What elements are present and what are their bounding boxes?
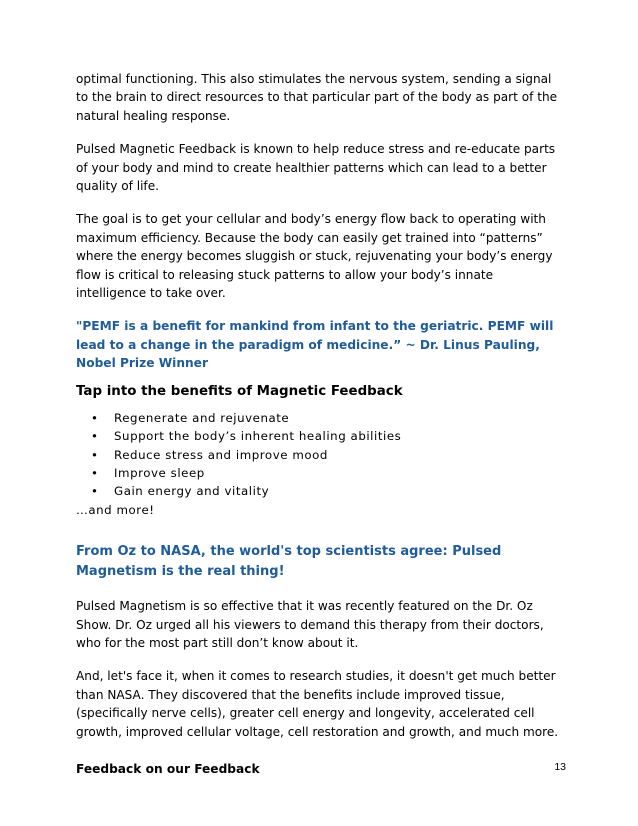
- list-item: [76, 482, 566, 500]
- pauling-quote: "PEMF is a benefit for mankind from infant to the geriatric. PEMF will lead to a change in the paradigm of medicine.” ~ Dr. Linus Pauling, Nobel Prize Winner: [76, 319, 554, 371]
- page-content: [76, 70, 566, 778]
- list-item: [76, 464, 566, 482]
- bullet-icon: •: [91, 410, 98, 425]
- list-item-text: Gain energy and vitality: [114, 484, 270, 499]
- body-paragraph-2: Pulsed Magnetic Feedback is known to help reduce stress and re-educate parts of your body and mind to create healthier patterns which can lead to a better quality of life.: [76, 142, 556, 194]
- list-item-text: Regenerate and rejuvenate: [114, 410, 290, 425]
- body-paragraph-3: The goal is to get your cellular and body’s energy flow back to operating with maximum efficiency. Because the body can easily get trained into “patterns” where the energy becomes sluggish or stuck, rejuvenating your body’s energy flow is critical to releasing stuck patterns to allow your body’s innate intelligence to take over.: [76, 212, 553, 301]
- list-item-text: Reduce stress and improve mood: [114, 447, 328, 462]
- list-item-text: Support the body’s inherent healing abilities: [114, 429, 402, 444]
- benefits-list: [76, 409, 566, 501]
- bullet-icon: •: [91, 447, 98, 462]
- body-paragraph-1: optimal functioning. This also stimulates the nervous system, sending a signal to the brain to direct resources to that particular part of the body as part of the natural healing response.: [76, 72, 558, 123]
- benefits-heading: Tap into the benefits of Magnetic Feedback: [76, 383, 403, 399]
- feedback-heading: Feedback on our Feedback: [76, 761, 260, 776]
- nasa-paragraph: And, let's face it, when it comes to research studies, it doesn't get much better than NASA. They discovered that the benefits include improved tissue, (specifically nerve cells), greater cell energy and longevity, accelerated cell growth, improved cellular voltage, cell restoration and growth, and much more.: [76, 669, 559, 739]
- bullet-icon: •: [91, 484, 98, 499]
- bullet-icon: •: [91, 429, 98, 444]
- dr-oz-paragraph: Pulsed Magnetism is so effective that it was recently featured on the Dr. Oz Show. Dr. Oz urged all his viewers to demand this therapy from their doctors, who for the most part still don’t know about it.: [76, 599, 544, 650]
- page-number: 13: [554, 761, 566, 773]
- list-item: [76, 427, 566, 445]
- nasa-heading: From Oz to NASA, the world's top scientists agree: Pulsed Magnetism is the real thing!: [76, 544, 502, 580]
- and-more-text: …and more!: [76, 502, 155, 517]
- list-item: [76, 446, 566, 464]
- bullet-icon: •: [91, 465, 98, 480]
- list-item: [76, 409, 566, 427]
- list-item-text: Improve sleep: [114, 465, 205, 480]
